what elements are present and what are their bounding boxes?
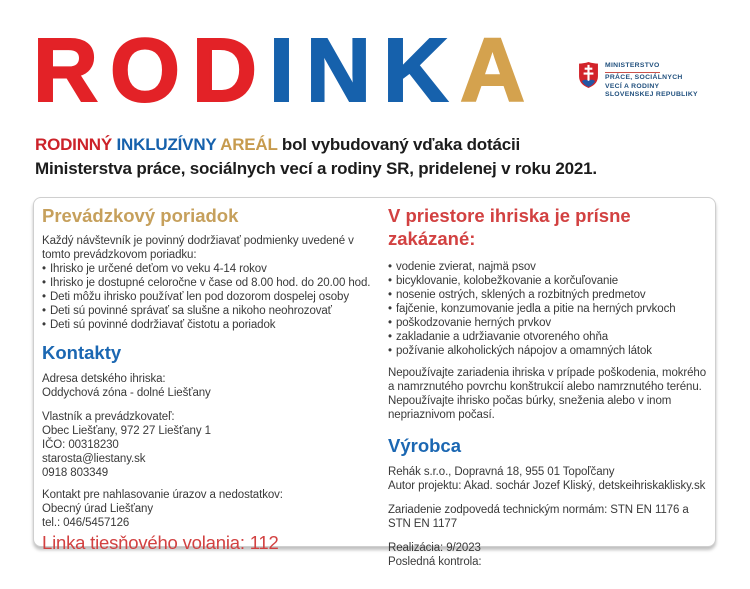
forbidden-item: • zakladanie a udržiavanie otvoreného ohňa — [388, 330, 707, 344]
emergency-line: Linka tiesňového volania: 112 — [42, 532, 279, 553]
word-areal: AREÁL — [220, 135, 278, 154]
ministry-name — [605, 61, 698, 100]
producer-title: Výrobca — [388, 435, 462, 456]
funding-rest: bol vybudovaný vďaka dotácii — [281, 135, 520, 154]
forbidden-item: • fajčenie, konzumovanie jedla a pitie na herných prvkoch — [388, 302, 707, 316]
report-block — [42, 488, 372, 530]
last-check-line: Posledná kontrola: — [388, 556, 482, 568]
report-tel: tel.: 046/5457126 — [42, 517, 130, 529]
producer-block — [388, 465, 707, 493]
ministry-logo — [578, 61, 698, 100]
author-line: Autor projektu: Akad. sochár Jozef Kliský, detskeihriskaklisky.sk — [388, 480, 706, 492]
rule-item: • Deti sú povinné dodržiavať čistotu a poriadok — [42, 318, 372, 332]
forbidden-item: • poškodzovanie herných prvkov — [388, 316, 707, 330]
norms-line: Zariadenie zodpovedá technickým normám: STN EN 1176 a STN EN 1177 — [388, 504, 689, 530]
rules-list — [42, 262, 372, 332]
rodinka-logo — [33, 21, 537, 121]
forbidden-item: • vodenie zvierat, najmä psov — [388, 260, 707, 274]
forbidden-item: • požívanie alkoholických nápojov a omamných látok — [388, 344, 707, 358]
rule-item: • Ihrisko je dostupné celoročne v čase od 8.00 hod. do 20.00 hod. — [42, 276, 372, 290]
owner-email: starosta@liestany.sk — [42, 453, 146, 465]
owner-block — [42, 410, 372, 480]
owner-ico: IČO: 00318230 — [42, 439, 119, 451]
rule-item: • Ihrisko je určené deťom vo veku 4-14 rokov — [42, 262, 372, 276]
info-panel — [33, 197, 716, 568]
ministry-line-2: PRÁCE, SOCIÁLNYCH — [605, 74, 683, 82]
contacts-title: Kontakty — [42, 342, 122, 363]
usage-warning: Nepoužívajte zariadenia ihriska v prípade poškodenia, mokrého a namrznutého povrchu konštrukcií alebo namrznutého terénu. Nepoužívajte ihrisko počas búrky, sneženia alebo v inom nepriaznivom počasí. — [388, 367, 707, 421]
logo-part-a: A — [460, 21, 537, 121]
address-block — [42, 372, 372, 400]
report-label: Kontakt pre nahlasovanie úrazov a nedostatkov: — [42, 489, 283, 501]
producer-line: Rehák s.r.o., Dopravná 18, 955 01 Topoľčany — [388, 466, 615, 478]
rule-item: • Deti môžu ihrisko používať len pod dozorom dospelej osoby — [42, 290, 372, 304]
rules-intro: Každý návštevník je povinný dodržiavať podmienky uvedené v tomto prevádzkovom poriadku: — [42, 235, 354, 261]
owner-phone: 0918 803349 — [42, 467, 109, 479]
rule-item: • Deti sú povinné správať sa slušne a nikoho neohrozovať — [42, 304, 372, 318]
rules-title: Prevádzkový poriadok — [42, 205, 239, 226]
logo-part-rod: ROD — [33, 21, 269, 121]
realization-line: Realizácia: 9/2023 — [388, 542, 481, 554]
ministry-line-1: MINISTERSTVO — [605, 62, 660, 73]
operating-rules-column — [42, 202, 372, 553]
logo-part-ink: INK — [269, 21, 460, 121]
address-value: Oddychová zóna - dolné Liešťany — [42, 387, 211, 399]
slovak-coat-of-arms-icon — [578, 61, 599, 89]
dates-block — [388, 541, 707, 569]
funding-statement — [35, 133, 597, 181]
owner-label: Vlastník a prevádzkovateľ: — [42, 411, 175, 423]
word-inkluzivny: INKLUZÍVNY — [116, 135, 217, 154]
ministry-line-3: VECÍ A RODINY — [605, 82, 660, 90]
forbidden-item: • bicyklovanie, kolobežkovanie a korčuľovanie — [388, 274, 707, 288]
owner-name: Obec Liešťany, 972 27 Liešťany 1 — [42, 425, 211, 437]
funding-statement-line-2: Ministerstva práce, sociálnych vecí a rodiny SR, pridelenej v roku 2021. — [35, 159, 597, 178]
ministry-line-4: SLOVENSKEJ REPUBLIKY — [605, 91, 698, 99]
funding-statement-line-1 — [35, 133, 597, 157]
forbidden-item: • nosenie ostrých, sklených a rozbitných predmetov — [388, 288, 707, 302]
report-office: Obecný úrad Liešťany — [42, 503, 153, 515]
word-rodinny: RODINNÝ — [35, 135, 112, 154]
address-label: Adresa detského ihriska: — [42, 373, 166, 385]
forbidden-list — [388, 260, 707, 358]
prohibitions-column — [388, 202, 707, 568]
forbidden-title: V priestore ihriska je prísne zakázané: — [388, 205, 631, 249]
